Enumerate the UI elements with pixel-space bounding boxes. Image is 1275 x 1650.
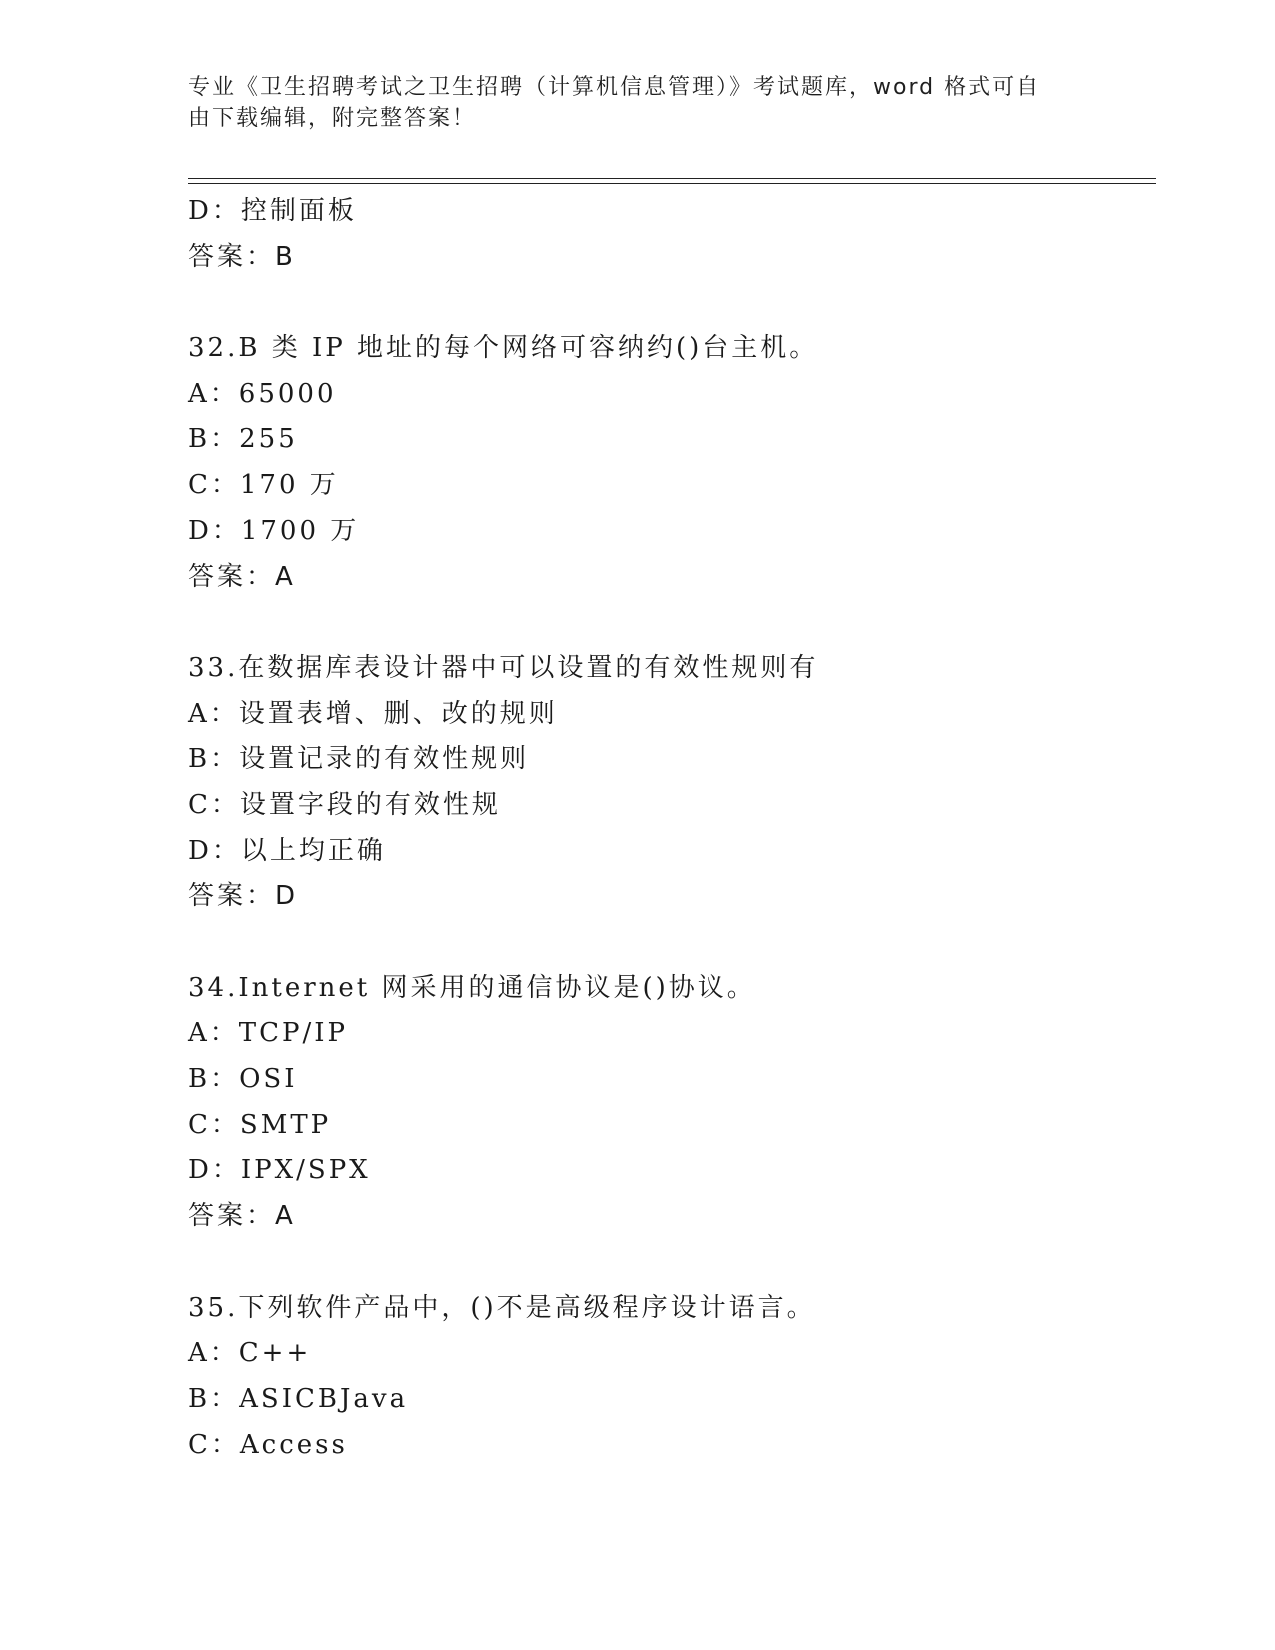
spacer xyxy=(188,280,1156,326)
question-stem: 34.Internet 网采用的通信协议是()协议。 xyxy=(188,972,756,1003)
document-body xyxy=(188,189,1156,1468)
question-32 xyxy=(188,326,1156,600)
option-b: B：ASICBJava xyxy=(188,1383,409,1414)
option-a: A：65000 xyxy=(188,378,337,409)
option-d: D：控制面板 xyxy=(188,196,357,226)
spacer xyxy=(188,920,1156,966)
option-b: B：设置记录的有效性规则 xyxy=(188,744,530,775)
header-line-1: 专业《卫生招聘考试之卫生招聘（计算机信息管理）》考试题库，word 格式可自 xyxy=(188,75,1041,100)
answer-line: 答案：A xyxy=(188,561,296,592)
question-stem: 33.在数据库表设计器中可以设置的有效性规则有 xyxy=(188,652,819,683)
option-a: A：TCP/IP xyxy=(188,1018,349,1049)
option-a: A：设置表增、删、改的规则 xyxy=(188,698,558,729)
previous-question-tail xyxy=(188,189,1156,280)
question-stem: 32.B 类 IP 地址的每个网络可容纳约()台主机。 xyxy=(188,333,819,364)
option-b: B：OSI xyxy=(188,1064,298,1095)
option-c: C：170 万 xyxy=(188,470,339,501)
option-d: D：1700 万 xyxy=(188,515,360,546)
answer-line: 答案：B xyxy=(188,241,296,272)
header-divider-top xyxy=(188,178,1156,179)
header-divider-bottom xyxy=(188,183,1156,184)
question-35 xyxy=(188,1286,1156,1469)
document-header xyxy=(188,72,1088,134)
option-c: C：设置字段的有效性规 xyxy=(188,789,501,820)
answer-line: 答案：A xyxy=(188,1201,296,1232)
option-c: C：Access xyxy=(188,1429,348,1460)
option-d: D：IPX/SPX xyxy=(188,1155,371,1186)
question-33 xyxy=(188,646,1156,920)
question-stem: 35.下列软件产品中，()不是高级程序设计语言。 xyxy=(188,1292,816,1323)
option-c: C：SMTP xyxy=(188,1109,332,1140)
option-b: B：255 xyxy=(188,424,298,455)
answer-line: 答案：D xyxy=(188,881,299,912)
header-line-2: 由下载编辑，附完整答案！ xyxy=(188,106,477,131)
spacer xyxy=(188,1240,1156,1286)
option-d: D：以上均正确 xyxy=(188,835,386,866)
option-a: A：C++ xyxy=(188,1338,312,1369)
spacer xyxy=(188,600,1156,646)
question-34 xyxy=(188,966,1156,1240)
